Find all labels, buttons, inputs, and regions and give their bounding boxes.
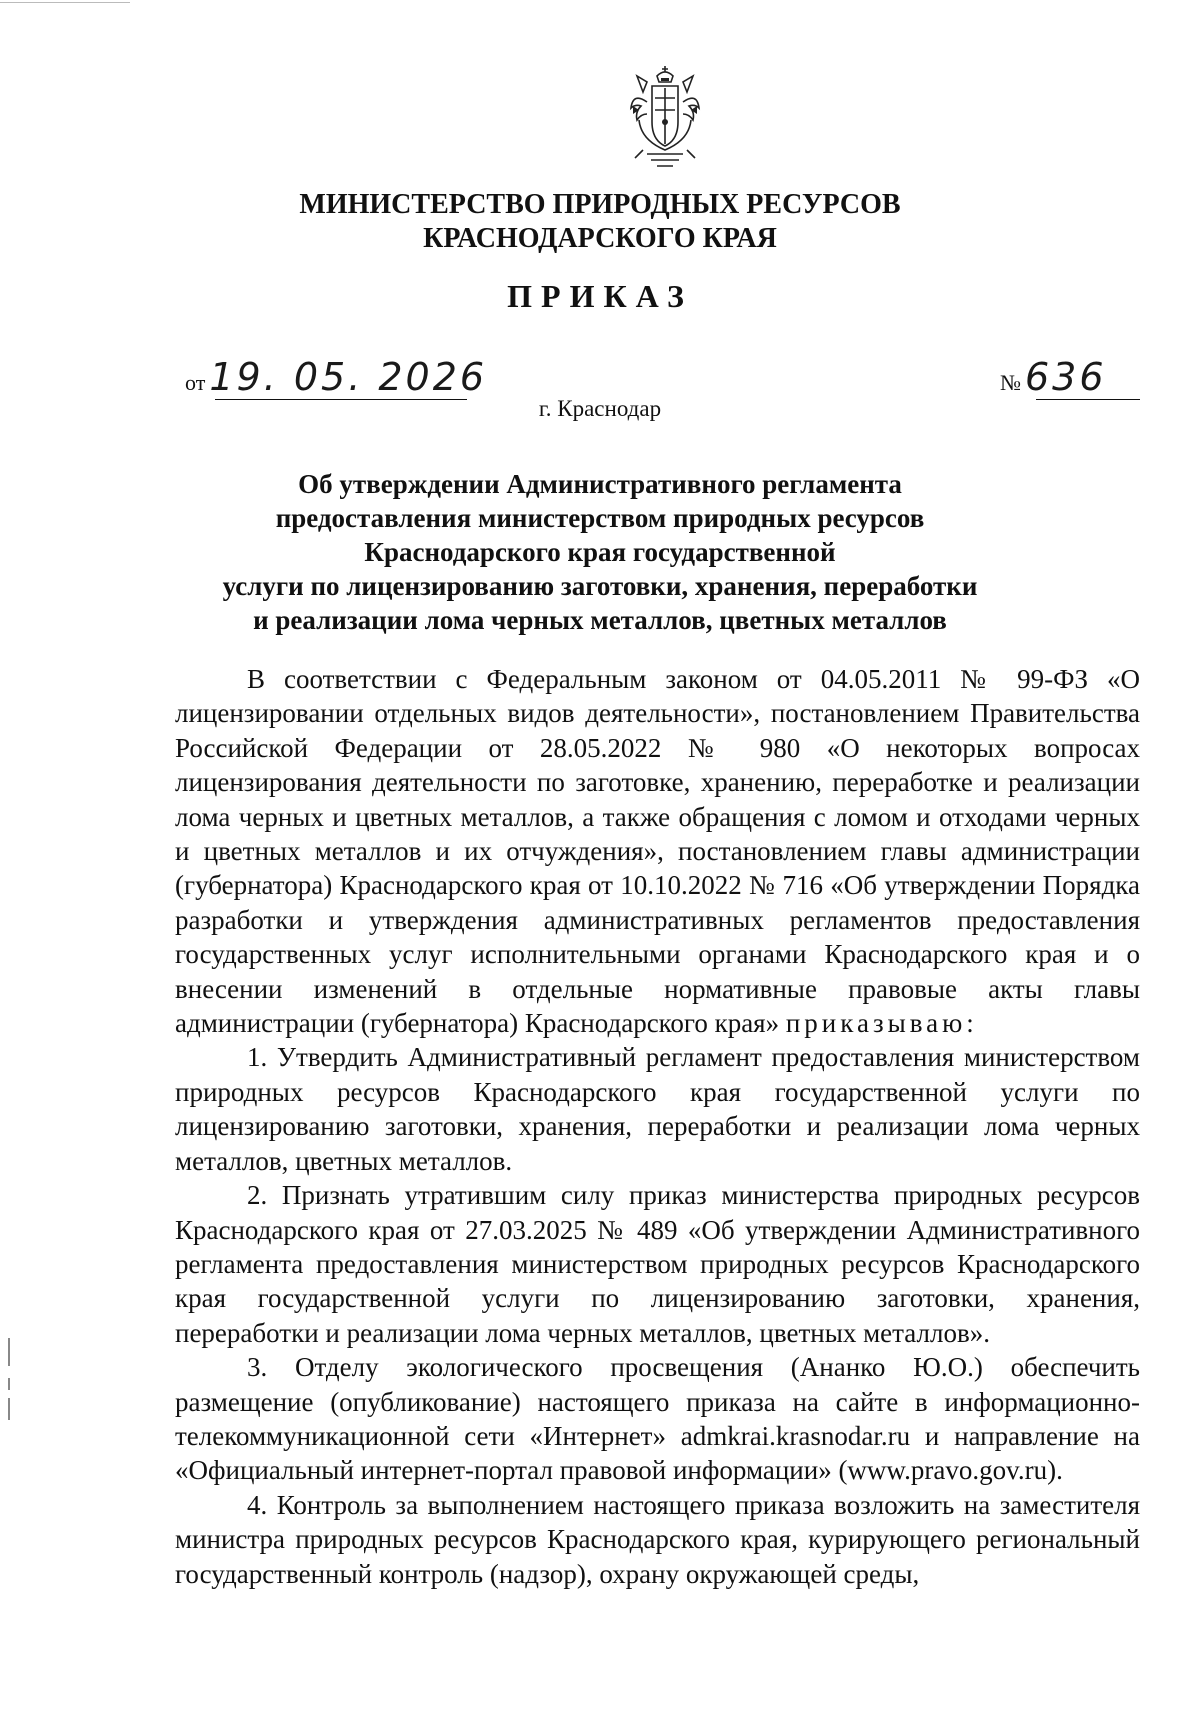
scan-edge-mark — [0, 2, 130, 3]
coat-of-arms-icon — [625, 62, 705, 172]
order-subject — [160, 467, 1040, 637]
order-title: ПРИКАЗ — [507, 278, 693, 314]
subject-line: услуги по лицензированию заготовки, хранения, переработки — [222, 571, 978, 601]
item-paragraph: 3. Отделу экологического просвещения (Ананко Ю.О.) обеспечить размещение (опубликование) настоящего приказа на сайте в информационно-телекоммуникационной сети «Интернет» admkrai.krasnodar.ru и направление на «Официальный интернет-портал правовой информации» (www.pravo.gov.ru). — [175, 1352, 1140, 1486]
subject-line: и реализации лома черных металлов, цветных металлов — [253, 605, 947, 635]
preamble-text: В соответствии с Федеральным законом от 04.05.2011 № 99-ФЗ «О лицензировании отдельных видов деятельности», постановлением Правительства Российской Федерации от 28.05.2022 № 980 «О некоторых вопросах лицензирования деятельности по заготовке, хранению, переработке и реализации лома черных и цветных металлов, а также обращения с ломом и отходами черных и цветных металлов и их отчуждения», постановлением главы администрации (губернатора) Краснодарского края от 10.10.2022 № 716 «Об утверждении Порядка разработки и утверждения административных регламентов предоставления государственных услуг исполнительными органами Краснодарского края и о внесении изменений в отдельные нормативные правовые акты главы администрации (губернатора) Краснодарского края» — [175, 664, 1140, 1039]
number-value: 636 — [1025, 355, 1107, 399]
ministry-name — [0, 188, 1200, 256]
preamble-paragraph — [175, 662, 1140, 1040]
date-value: 19. 05. 2026 — [209, 355, 488, 399]
date-label: от — [185, 370, 206, 395]
item-paragraph: 1. Утвердить Административный регламент предоставления министерством природных ресурсов Краснодарского края государственной услуги по лицензированию заготовки, хранения, переработки и реализации лома черных металлов, цветных металлов. — [175, 1042, 1140, 1176]
scan-margin-mark — [8, 1398, 10, 1420]
subject-line: Об утверждении Административного регламента — [298, 469, 902, 499]
ministry-name-line1: МИНИСТЕРСТВО ПРИРОДНЫХ РЕСУРСОВ — [299, 189, 901, 220]
ministry-name-line2: КРАСНОДАРСКОГО КРАЯ — [423, 223, 777, 254]
scan-margin-mark — [8, 1338, 10, 1366]
preamble-command: приказываю: — [785, 1008, 978, 1039]
subject-line: предоставления министерством природных ресурсов — [275, 503, 925, 533]
subject-line: Краснодарского края государственной — [364, 537, 836, 567]
city: г. Краснодар — [538, 396, 662, 421]
order-body — [175, 662, 1140, 1591]
scan-margin-mark — [8, 1378, 10, 1390]
item-paragraph: 2. Признать утратившим силу приказ министерства природных ресурсов Краснодарского края от 27.03.2025 № 489 «Об утверждении Административного регламента предоставления министерством природных ресурсов Краснодарского края государственной услуги по лицензированию заготовки, хранения, переработки и реализации лома черных металлов, цветных металлов». — [175, 1180, 1140, 1348]
item-paragraph: 4. Контроль за выполнением настоящего приказа возложить на заместителя министра природных ресурсов Краснодарского края, курирующего региональный государственный контроль (надзор), охрану окружающей среды, — [175, 1489, 1140, 1589]
number-label: № — [1000, 370, 1021, 395]
